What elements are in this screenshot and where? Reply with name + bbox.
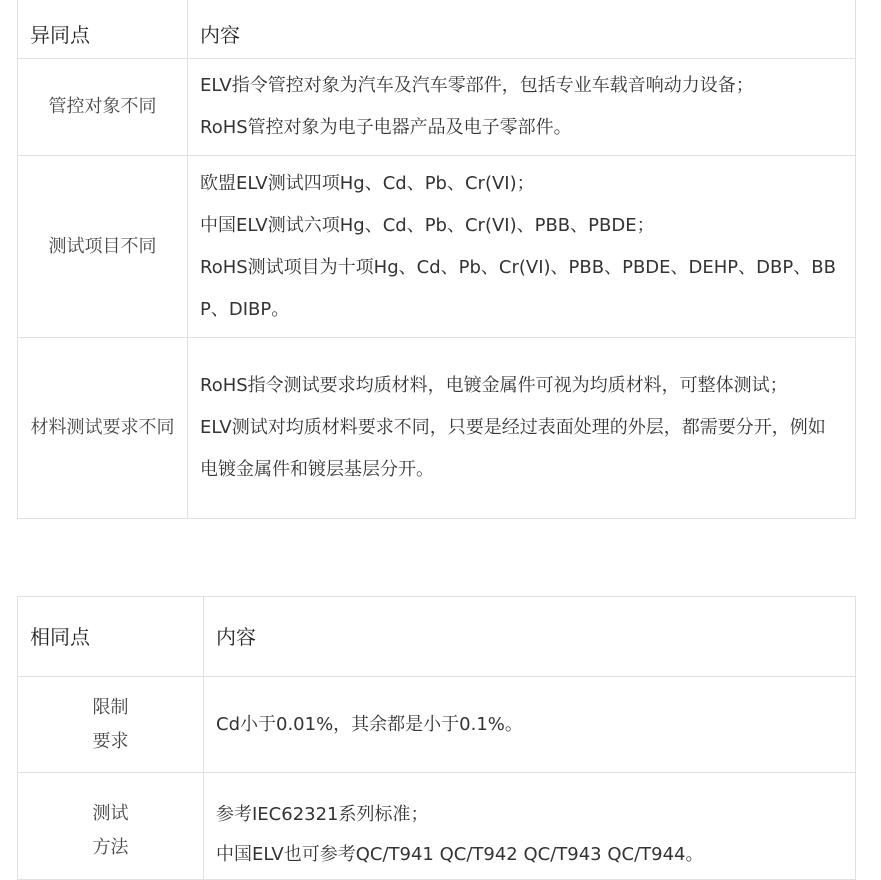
header-label: 异同点 xyxy=(30,23,90,47)
content-line: Cd小于0.01%，其余都是小于0.1%。 xyxy=(216,713,523,735)
row-content-cell xyxy=(204,677,856,773)
differences-table xyxy=(17,0,856,519)
row-label-line: 测试 xyxy=(92,803,129,824)
table-row xyxy=(18,59,856,156)
content-line: RoHS指令测试要求均质材料，电镀金属件可视为均质材料，可整体测试； xyxy=(200,375,788,396)
table-header-row xyxy=(18,0,856,59)
content-line: 中国ELV也可参考QC/T941 QC/T942 QC/T943 QC/T944。 xyxy=(216,844,704,865)
row-label-cell xyxy=(18,677,204,773)
content-line: 中国ELV测试六项Hg、Cd、Pb、Cr(VI)、PBB、PBDE； xyxy=(200,214,655,236)
header-content: 内容 xyxy=(200,23,240,47)
similarities-table xyxy=(17,596,856,880)
row-content-cell xyxy=(188,59,856,156)
content-line: RoHS测试项目为十项Hg、Cd、Pb、Cr(VI)、PBB、PBDE、DEHP、DBP、BBP、DIBP。 xyxy=(200,256,836,320)
content-line: 参考IEC62321系列标准； xyxy=(216,804,429,825)
header-content: 内容 xyxy=(216,624,256,649)
table-row xyxy=(18,338,856,519)
table-row xyxy=(18,156,856,338)
row-label: 材料测试要求不同 xyxy=(30,417,175,438)
table-row xyxy=(18,773,856,880)
row-label-line: 方法 xyxy=(92,837,129,858)
row-label-cell xyxy=(18,156,188,338)
row-label-cell xyxy=(18,338,188,519)
header-content-cell xyxy=(188,0,856,59)
row-content-cell xyxy=(204,773,856,880)
row-content-cell xyxy=(188,156,856,338)
header-label-cell xyxy=(18,0,188,59)
header-label: 相同点 xyxy=(30,624,90,649)
row-label-cell xyxy=(18,59,188,156)
table-header-row xyxy=(18,597,856,677)
row-label-cell xyxy=(18,773,204,880)
content-line: ELV指令管控对象为汽车及汽车零部件，包括专业车载音响动力设备； xyxy=(200,75,754,96)
row-content-cell xyxy=(188,338,856,519)
content-line: 欧盟ELV测试四项Hg、Cd、Pb、Cr(VI)； xyxy=(200,172,535,194)
table-row xyxy=(18,677,856,773)
header-content-cell xyxy=(204,597,856,677)
row-label-line: 限制 xyxy=(92,696,129,718)
content-line: ELV测试对均质材料要求不同，只要是经过表面处理的外层，都需要分开，例如电镀金属件和镀层基层分开。 xyxy=(200,417,826,480)
row-label-line: 要求 xyxy=(92,730,129,752)
content-line: RoHS管控对象为电子电器产品及电子零部件。 xyxy=(200,117,572,138)
row-label: 管控对象不同 xyxy=(48,96,157,117)
row-label: 测试项目不同 xyxy=(48,235,157,257)
header-label-cell xyxy=(18,597,204,677)
